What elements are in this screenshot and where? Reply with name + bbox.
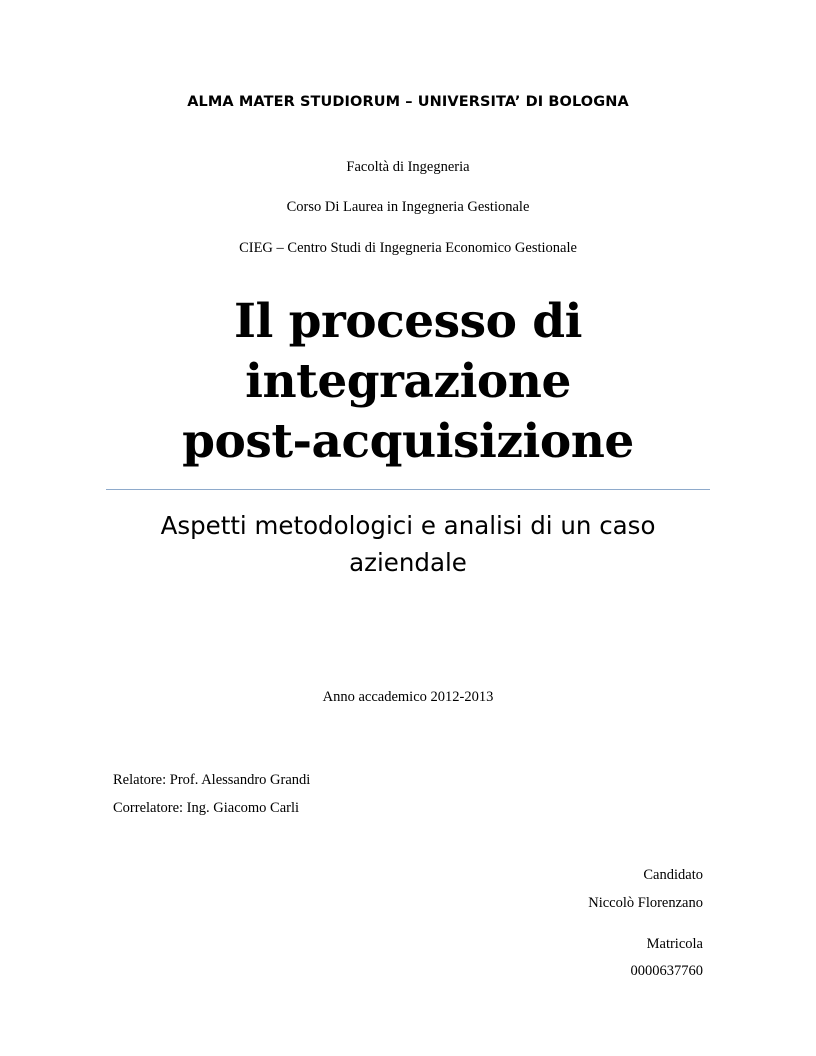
academic-year: Anno accademico 2012-2013 — [322, 689, 494, 705]
candidate-name: Niccolò Florenzano — [588, 895, 703, 911]
thesis-title-line-3: post-acquisizione — [182, 414, 634, 469]
university-name: ALMA MATER STUDIORUM – UNIVERSITA’ DI BOLOGNA — [187, 94, 629, 110]
title-divider — [106, 489, 710, 490]
thesis-title-line-1: Il processo di — [233, 294, 583, 349]
thesis-title — [0, 292, 816, 472]
candidate-label: Candidato — [643, 867, 703, 883]
thesis-subtitle — [0, 507, 816, 581]
study-center: CIEG – Centro Studi di Ingegneria Economico Gestionale — [239, 240, 577, 256]
student-id-number: 0000637760 — [630, 963, 703, 979]
faculty-name: Facoltà di Ingegneria — [346, 159, 470, 175]
thesis-title-line-2: integrazione — [245, 354, 571, 409]
thesis-subtitle-line-1: Aspetti metodologici e analisi di un caso — [160, 511, 656, 540]
co-supervisor: Correlatore: Ing. Giacomo Carli — [113, 800, 300, 816]
degree-course: Corso Di Laurea in Ingegneria Gestionale — [286, 199, 530, 215]
student-id-label: Matricola — [646, 936, 703, 952]
thesis-subtitle-line-2: aziendale — [349, 548, 467, 577]
supervisor: Relatore: Prof. Alessandro Grandi — [113, 772, 311, 788]
